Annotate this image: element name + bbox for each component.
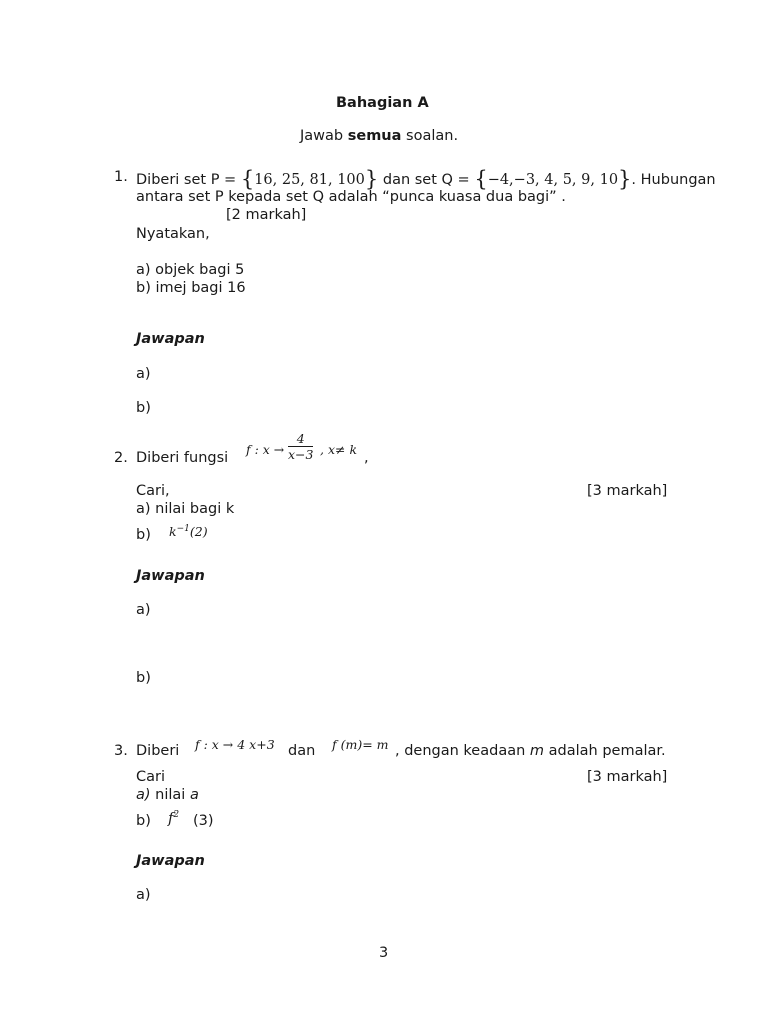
- question-2-part-a: a) nilai bagi k: [136, 501, 235, 517]
- question-2-marks: [3 markah]: [587, 483, 668, 499]
- question-3-text: Diberi: [136, 743, 180, 759]
- question-3-answer-a: a): [136, 887, 151, 903]
- section-title: Bahagian A: [336, 95, 429, 111]
- question-3-function-1: f : x → 4 x+3: [195, 737, 275, 752]
- question-2-answer-heading: Jawapan: [136, 568, 205, 584]
- question-3-condition: , dengan keadaan m adalah pemalar.: [395, 743, 666, 759]
- page-number: 3: [379, 945, 389, 961]
- question-2-comma: ,: [364, 450, 369, 466]
- question-1-part-a: a) objek bagi 5: [136, 262, 245, 278]
- question-1-answer-b: b): [136, 400, 151, 416]
- question-2-number: 2.: [114, 450, 128, 466]
- question-2-condition: , x≠ k: [320, 442, 358, 457]
- question-2-answer-b: b): [136, 670, 151, 686]
- question-3-dan: dan: [288, 743, 316, 759]
- question-3-find: Cari: [136, 769, 165, 785]
- question-2-function-lhs: f : x →: [246, 442, 285, 457]
- question-2-fraction: [288, 432, 313, 462]
- question-3-part-a: a) nilai a: [136, 787, 199, 803]
- question-1-state: Nyatakan,: [136, 226, 210, 242]
- set-p: 16, 25, 81, 100: [254, 172, 365, 188]
- question-3-function-2: f (m)= m: [332, 737, 389, 752]
- question-3-number: 3.: [114, 743, 128, 759]
- set-q: −4,−3, 4, 5, 9, 10: [487, 172, 619, 188]
- question-2-part-b-label: b): [136, 527, 151, 543]
- question-3-marks: [3 markah]: [587, 769, 668, 785]
- question-2-find: Cari,: [136, 483, 170, 499]
- question-2-text: Diberi fungsi: [136, 450, 229, 466]
- question-3-answer-heading: Jawapan: [136, 853, 205, 869]
- question-3-part-b-expr: $f^2$: [168, 810, 180, 827]
- question-1-answer-a: a): [136, 366, 151, 382]
- question-1-line-1: Diberi set P = {16, 25, 81, 100} dan set Q = {−4,−3, 4, 5, 9, 10}. Hubungan: [136, 167, 716, 191]
- question-2-answer-a: a): [136, 602, 151, 618]
- question-1-part-b: b) imej bagi 16: [136, 280, 246, 296]
- fraction-denominator: x−3: [288, 447, 314, 462]
- question-3-part-b-label: b): [136, 813, 151, 829]
- question-1-answer-heading: Jawapan: [136, 331, 205, 347]
- question-2-part-b-expr: $k^{-1}(2)$: [169, 524, 208, 540]
- fraction-numerator: 4: [288, 432, 313, 447]
- question-1-marks: [2 markah]: [226, 207, 307, 223]
- question-1-line-2: antara set P kepada set Q adalah “punca kuasa dua bagi” .: [136, 189, 566, 205]
- question-3-part-b-arg: (3): [193, 813, 214, 829]
- instruction: Jawab semua soalan.: [300, 128, 459, 144]
- question-1-number: 1.: [114, 169, 128, 185]
